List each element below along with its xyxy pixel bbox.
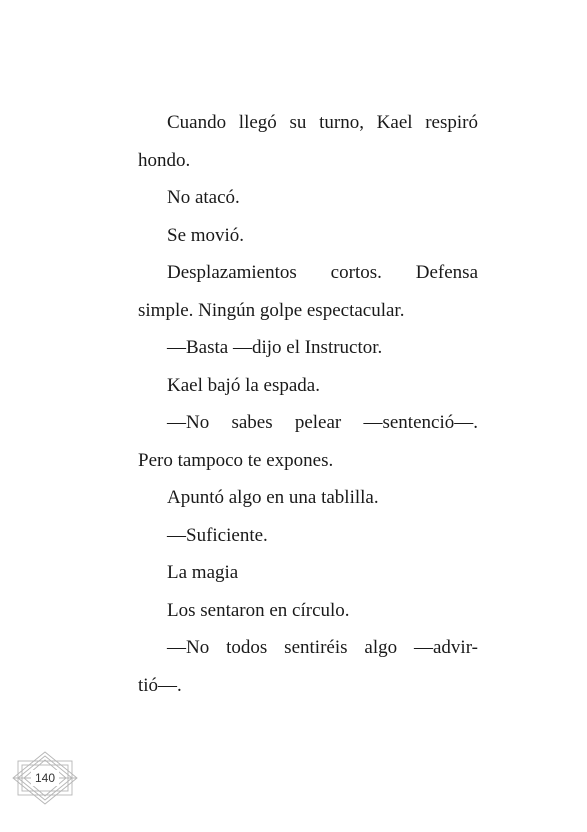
- page-number-ornament: [12, 751, 78, 805]
- text-line: —No sabes pelear —sentenció—.: [167, 412, 478, 433]
- section-heading: La magia: [167, 562, 239, 583]
- text-line: —No todos sentiréis algo —advir-: [167, 637, 478, 658]
- text-line: Apuntó algo en una tablilla.: [167, 487, 379, 508]
- page-number: 140: [31, 770, 59, 786]
- text-line: Kael bajó la espada.: [167, 374, 320, 396]
- text-line: —Basta —dijo el Instructor.: [167, 337, 383, 358]
- text-line: No atacó.: [167, 187, 240, 208]
- page-body: [138, 104, 478, 704]
- text-line: simple. Ningún golpe espectacular.: [138, 299, 405, 321]
- text-line: Desplazamientos cortos. Defensa: [167, 262, 478, 283]
- text-line: tió—.: [138, 674, 182, 696]
- text-line: hondo.: [138, 149, 191, 171]
- text-line: Se movió.: [167, 224, 245, 246]
- text-line: Pero tampoco te expones.: [138, 449, 334, 471]
- text-line: Los sentaron en círculo.: [167, 599, 350, 621]
- text-line: —Suficiente.: [167, 524, 268, 546]
- text-line: Cuando llegó su turno, Kael respiró: [167, 112, 478, 133]
